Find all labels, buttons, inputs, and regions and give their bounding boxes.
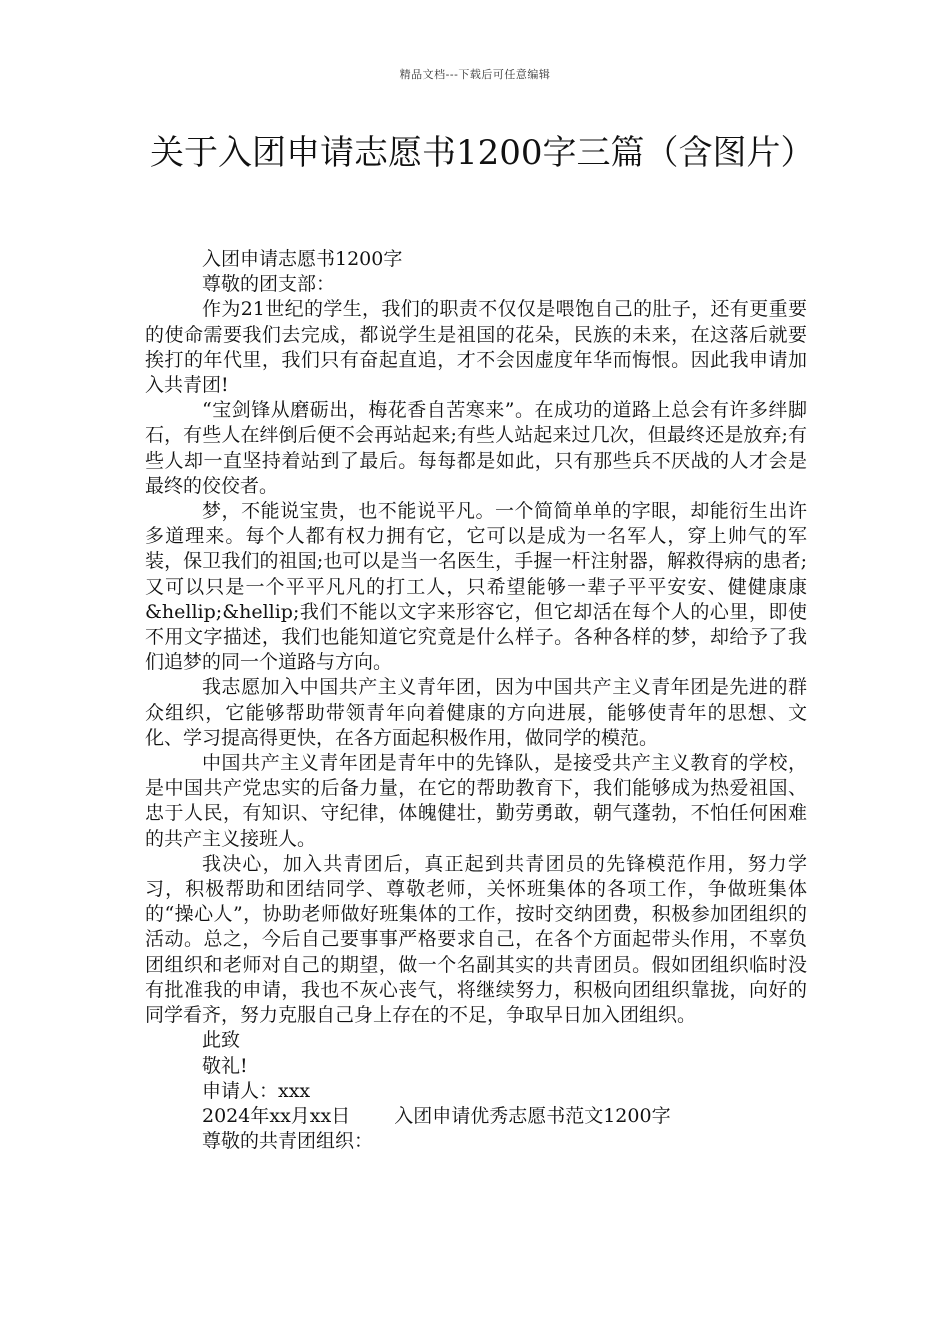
closing-line-1: 此致	[202, 1029, 241, 1052]
section-title: 入团申请志愿书1200字	[202, 248, 403, 270]
next-section-title: 入团申请优秀志愿书范文1200字	[394, 1104, 671, 1127]
next-salutation: 尊敬的共青团组织：	[202, 1130, 374, 1153]
closing-line-2: 敬礼!	[202, 1054, 248, 1077]
body-paragraph: “宝剑锋从磨砺出，梅花香自苦寒来”。在成功的道路上总会有许多绊脚石，有些人在绊倒后便不会再站起来;有些人站起来过几次，但最终还是放弃;有些人却一直坚持着站到了最后。每每都是如此，只有那些兵不厌战的人才会是最终的佼佼者。	[145, 399, 807, 497]
date-and-next-title-line	[145, 1104, 807, 1129]
body-paragraph: 我决心，加入共青团后，真正起到共青团员的先锋模范作用，努力学习，积极帮助和团结同学、尊敬老师，关怀班集体的各项工作，争做班集体的“操心人”，协助老师做好班集体的工作，按时交纳团费，积极参加团组织的活动。总之，今后自己要事事严格要求自己，在各个方面起带头作用，不辜负团组织和老师对自己的期望，做一个名副其实的共青团员。假如团组织临时没有批准我的申请，我也不灰心丧气，将继续努力，积极向团组织靠拢，向好的同学看齐，努力克服自己身上存在的不足，争取早日加入团组织。	[145, 852, 807, 1027]
salutation: 尊敬的团支部：	[202, 273, 336, 296]
document-title: 关于入团申请志愿书1200字三篇（含图片）	[150, 133, 815, 173]
document-body	[145, 247, 807, 1154]
body-paragraph: 中国共产主义青年团是青年中的先锋队，是接受共产主义教育的学校，是中国共产党忠实的后备力量，在它的帮助教育下，我们能够成为热爱祖国、忠于人民，有知识、守纪律，体魄健壮，勤劳勇敢，朝气蓬勃，不怕任何困难的共产主义接班人。	[145, 752, 807, 850]
header-note: 精品文档---下载后可任意编辑	[399, 68, 551, 81]
applicant-line: 申请人：xxx	[202, 1079, 311, 1102]
body-paragraph: 梦，不能说宝贵，也不能说平凡。一个简简单单的字眼，却能衍生出许多道理来。每个人都有权力拥有它，它可以是成为一名军人，穿上帅气的军装，保卫我们的祖国;也可以是当一名医生，手握一杆注射器，解救得病的患者;又可以只是一个平平凡凡的打工人，只希望能够一辈子平平安安、健健康康&hellip;&hellip;我们不能以文字来形容它，但它却活在每个人的心里，即使不用文字描述，我们也能知道它究竟是什么样子。各种各样的梦，却给予了我们追梦的同一个道路与方向。	[145, 500, 807, 674]
date: 2024年xx月xx日	[202, 1104, 351, 1127]
body-paragraph: 作为21世纪的学生，我们的职责不仅仅是喂饱自己的肚子，还有更重要的使命需要我们去完成，都说学生是祖国的花朵，民族的未来，在这落后就要挨打的年代里，我们只有奋起直追，才不会因虚度年华而悔恨。因此我申请加入共青团!	[145, 298, 807, 397]
body-paragraph: 我志愿加入中国共产主义青年团，因为中国共产主义青年团是先进的群众组织，它能够帮助带领青年向着健康的方向进展，能够使青年的思想、文化、学习提高得更快，在各方面起积极作用，做同学的模范。	[145, 676, 807, 749]
